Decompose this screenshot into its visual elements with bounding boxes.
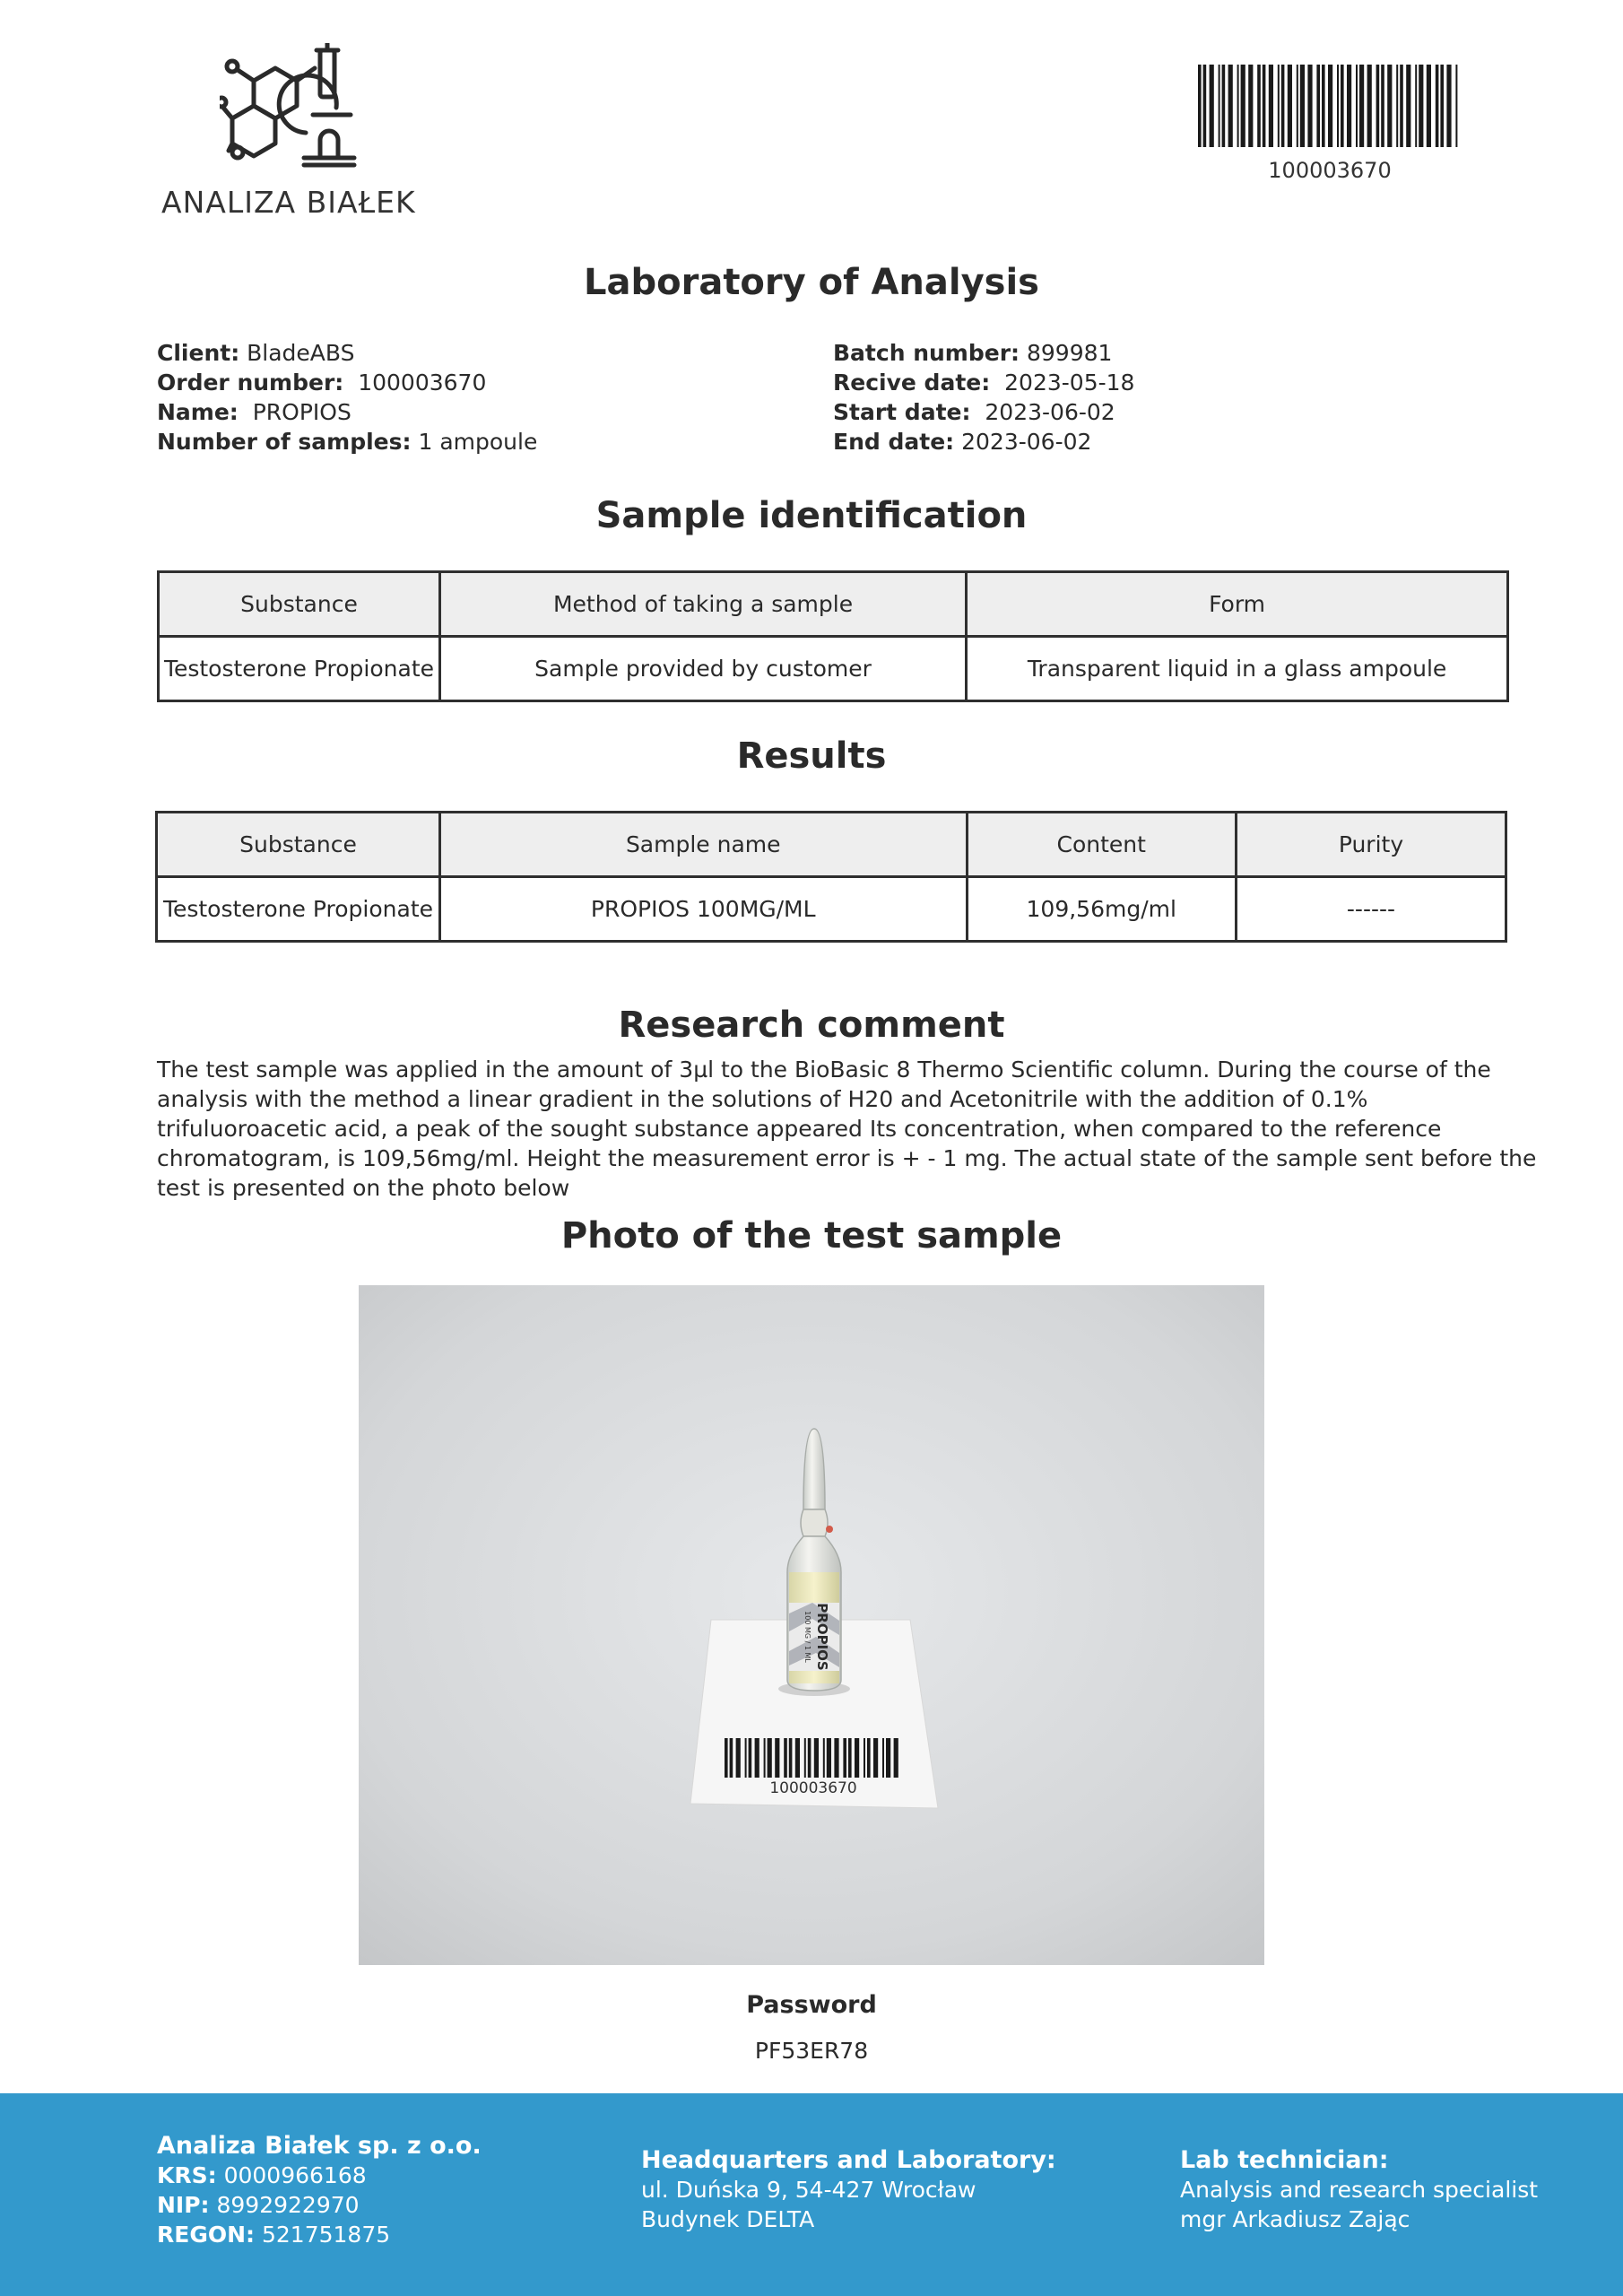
barcode-bar [1269, 65, 1273, 147]
name-value: PROPIOS [252, 399, 352, 425]
header-cell: Method of taking a sample [439, 572, 966, 637]
start-row [833, 397, 1134, 427]
logo-text: ANALIZA BIAŁEK [161, 185, 416, 220]
sample-photo [359, 1285, 1264, 1965]
samples-row [157, 427, 537, 457]
krs-label: KRS: [157, 2162, 217, 2188]
barcode-bar [1387, 65, 1392, 147]
table-header-row [157, 813, 1506, 877]
receive-row [833, 368, 1134, 397]
research-comment-heading: Research comment [618, 1004, 1005, 1046]
results-heading: Results [736, 735, 887, 777]
barcode-bar [1203, 65, 1207, 147]
barcode-bar [1257, 65, 1261, 147]
end-row [833, 427, 1134, 457]
footer-headquarters [641, 2145, 1056, 2234]
client-value: BladeABS [247, 340, 355, 366]
tech-title: Lab technician: [1180, 2146, 1389, 2174]
barcode-bar [1381, 65, 1384, 147]
barcode-bar [1281, 65, 1285, 147]
research-comment-text: The test sample was applied in the amount of 3µl to the BioBasic 8 Thermo Scientific column. During the course of the analysis with the method a linear gradient in the solutions of H20 and Acetonitrile with the addition of 0.1% trifuluoroacetic acid, a peak of the sought substance appeared Its concentration, when compared to the reference chromatogram, is 109,56mg/ml. Height the measurement error is + - 1 mg. The actual state of the sample sent before the test is presented on the photo below [157, 1057, 1537, 1201]
barcode-bar [827, 1738, 831, 1778]
receive-value: 2023-05-18 [1004, 370, 1135, 396]
barcode-bar [764, 1738, 766, 1778]
barcode-bar [808, 1738, 812, 1778]
company-logo [157, 43, 426, 222]
order-label: Order number: [157, 370, 344, 396]
nip-label: NIP: [157, 2192, 210, 2218]
results-table [155, 811, 1507, 943]
regon-label: REGON: [157, 2222, 256, 2248]
table-cell: ------ [1236, 877, 1506, 942]
barcode [1198, 65, 1462, 147]
table-row [157, 877, 1506, 942]
header-cell: Content [967, 813, 1236, 877]
barcode-bar [834, 1738, 838, 1778]
sample-identification-heading: Sample identification [595, 495, 1028, 536]
nip-value: 8992922970 [216, 2192, 360, 2218]
barcode-bar [730, 1738, 733, 1778]
barcode-bar [1341, 65, 1344, 147]
barcode-bar [1222, 65, 1226, 147]
ampoule-sublabel: 100 MG / 1 ML [803, 1611, 812, 1663]
barcode-bar [749, 1738, 752, 1778]
hq-building: Budynek DELTA [641, 2206, 815, 2232]
barcode-bar [789, 1738, 793, 1778]
sample-identification-table [157, 570, 1509, 702]
barcode-bar [1328, 65, 1332, 147]
barcode-bar [795, 1738, 800, 1778]
page-title: Laboratory of Analysis [584, 262, 1039, 303]
barcode-bar [1337, 65, 1339, 147]
barcode-bar [1278, 65, 1280, 147]
name-label: Name: [157, 399, 239, 425]
barcode-bar [1241, 65, 1245, 147]
password-label: Password [746, 1991, 877, 2019]
client-row [157, 338, 537, 368]
footer [0, 2093, 1623, 2296]
header-cell: Substance [157, 813, 440, 877]
barcode-bar [1300, 65, 1305, 147]
photo-heading: Photo of the test sample [560, 1215, 1063, 1257]
barcode-bar [1359, 65, 1364, 147]
header-cell: Form [967, 572, 1508, 637]
order-value: 100003670 [358, 370, 487, 396]
table-cell: Transparent liquid in a glass ampoule [967, 637, 1508, 701]
barcode-bar [855, 1738, 859, 1778]
barcode-bar [886, 1738, 890, 1778]
client-label: Client: [157, 340, 240, 366]
barcode-bar [1347, 65, 1351, 147]
barcode-bar [1367, 65, 1372, 147]
card-barcode-number: 100003670 [769, 1779, 857, 1797]
info-right [833, 338, 1134, 457]
barcode-bar [725, 1738, 728, 1778]
table-cell: Testosterone Propionate [159, 637, 440, 701]
barcode-bar [804, 1738, 806, 1778]
table-cell: Testosterone Propionate [157, 877, 440, 942]
end-value: 2023-06-02 [961, 429, 1092, 455]
ampoule-label: PROPIOS [814, 1603, 830, 1671]
barcode-bar [1198, 65, 1202, 147]
start-label: Start date: [833, 399, 971, 425]
barcode-bar [1307, 65, 1312, 147]
barcode-bar [1396, 65, 1398, 147]
barcode-bar [784, 1738, 787, 1778]
barcode-bar [1427, 65, 1431, 147]
barcode-bar [736, 1738, 741, 1778]
barcode-bar [1219, 65, 1220, 147]
samples-label: Number of samples: [157, 429, 412, 455]
barcode-bar [1415, 65, 1417, 147]
barcode-bar [843, 1738, 846, 1778]
barcode-bar [775, 1738, 779, 1778]
barcode-bar [867, 1738, 871, 1778]
barcode-bar [1316, 65, 1320, 147]
table-cell: PROPIOS 100MG/ML [439, 877, 967, 942]
barcode-bar [768, 1738, 772, 1778]
header-cell: Substance [159, 572, 440, 637]
batch-value: 899981 [1026, 340, 1113, 366]
barcode-bar [755, 1738, 759, 1778]
barcode-number: 100003670 [1268, 158, 1392, 183]
barcode-bar [1297, 65, 1298, 147]
barcode-bar [1356, 65, 1358, 147]
barcode-bar [745, 1738, 747, 1778]
header-cell: Sample name [439, 813, 967, 877]
barcode-bar [1263, 65, 1266, 147]
receive-label: Recive date: [833, 370, 991, 396]
info-left [157, 338, 537, 457]
nip-row [157, 2190, 482, 2220]
barcode-bar [1419, 65, 1423, 147]
barcode-bar [1228, 65, 1233, 147]
table-header-row [159, 572, 1508, 637]
barcode-bar [1248, 65, 1253, 147]
tech-role: Analysis and research specialist [1180, 2177, 1539, 2203]
barcode-bar [1288, 65, 1292, 147]
header-cell: Purity [1236, 813, 1506, 877]
barcode-bar [894, 1738, 898, 1778]
hq-address: ul. Duńska 9, 54-427 Wrocław [641, 2177, 976, 2203]
barcode-bar [1376, 65, 1380, 147]
barcode-bar [1436, 65, 1439, 147]
start-value: 2023-06-02 [985, 399, 1115, 425]
krs-value: 0000966168 [223, 2162, 367, 2188]
footer-lab-technician [1180, 2145, 1538, 2234]
name-row [157, 397, 537, 427]
regon-row [157, 2220, 482, 2249]
barcode-bar [1406, 65, 1410, 147]
order-row [157, 368, 537, 397]
table-row [159, 637, 1508, 701]
barcode-bar [814, 1738, 819, 1778]
molecule-microscope-icon [220, 43, 363, 178]
end-label: End date: [833, 429, 955, 455]
hq-title: Headquarters and Laboratory: [641, 2146, 1056, 2174]
barcode-bar [1322, 65, 1325, 147]
barcode-bar [873, 1738, 878, 1778]
barcode-bar [882, 1738, 884, 1778]
barcode-bar [1455, 65, 1457, 147]
barcode-bar [823, 1738, 825, 1778]
footer-company [157, 2131, 482, 2249]
table-cell: 109,56mg/ml [967, 877, 1236, 942]
password-value: PF53ER78 [754, 2038, 869, 2064]
krs-row [157, 2161, 482, 2190]
table-cell: Sample provided by customer [439, 637, 966, 701]
barcode-bar [848, 1738, 852, 1778]
tech-name: mgr Arkadiusz Zając [1180, 2206, 1410, 2232]
barcode-bar [1440, 65, 1444, 147]
batch-row [833, 338, 1134, 368]
samples-value: 1 ampoule [418, 429, 538, 455]
barcode-bar [1237, 65, 1239, 147]
barcode-bar [864, 1738, 865, 1778]
company-name: Analiza Białek sp. z o.o. [157, 2132, 482, 2160]
barcode-bar [1446, 65, 1451, 147]
batch-label: Batch number: [833, 340, 1020, 366]
barcode-bar [1400, 65, 1403, 147]
regon-value: 521751875 [261, 2222, 391, 2248]
barcode-bar [1210, 65, 1214, 147]
